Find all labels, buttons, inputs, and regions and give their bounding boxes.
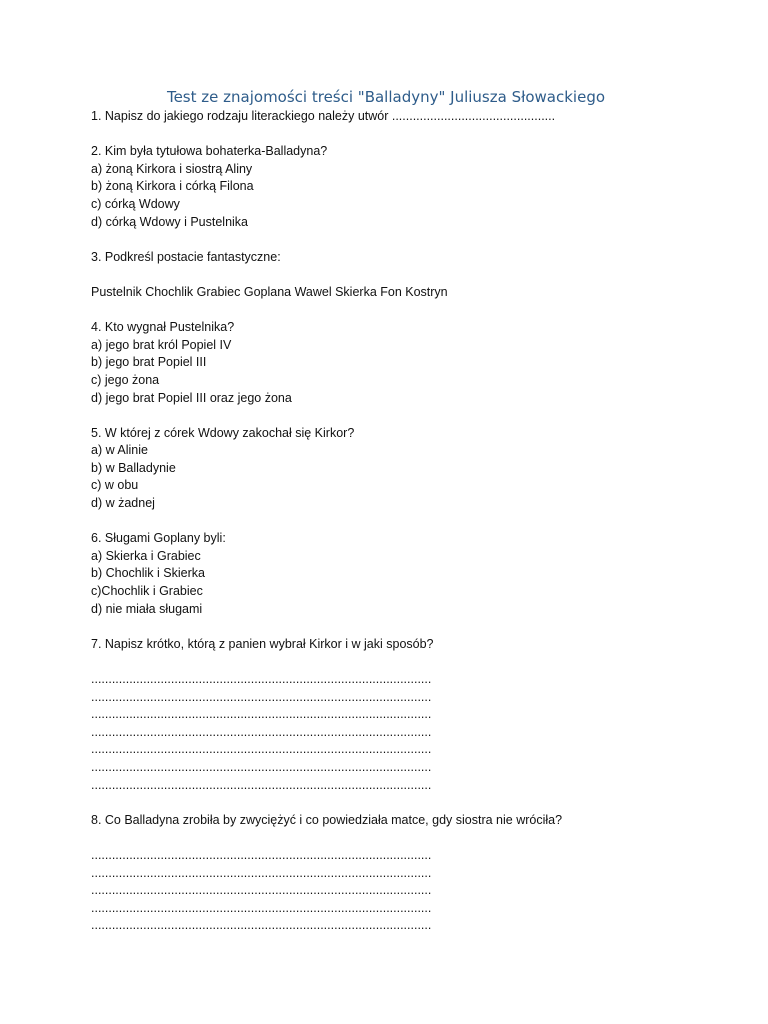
q5-option-a: a) w Alinie	[91, 443, 148, 458]
q7-answer-line: ..................................................................................................	[91, 672, 432, 686]
q7-answer-line: ..................................................................................................	[91, 689, 432, 704]
q2-option-a: a) żoną Kirkora i siostrą Aliny	[91, 161, 253, 176]
q8-answer-line: ..................................................................................................	[91, 847, 432, 862]
blank-line	[91, 829, 691, 847]
question-2: 2. Kim była tytułowa bohaterka-Balladyna?	[91, 144, 328, 159]
q6-option-b: b) Chochlik i Skierka	[91, 566, 205, 581]
question-1: 1. Napisz do jakiego rodzaju literackiego należy utwór ...............................................	[91, 109, 556, 123]
q2-option-d: d) córką Wdowy i Pustelnika	[91, 214, 249, 229]
q8-answer-line: ..................................................................................................	[91, 900, 432, 915]
q5-option-b: b) w Balladynie	[91, 460, 176, 475]
q7-answer-line: ..................................................................................................	[91, 724, 432, 739]
q3-characters: Pustelnik Chochlik Grabiec Goplana Wawel Skierka Fon Kostryn	[91, 284, 448, 299]
question-3: 3. Podkreśl postacie fantastyczne:	[91, 249, 281, 264]
q8-answer-line: ..................................................................................................	[91, 918, 432, 933]
blank-line	[91, 407, 691, 425]
blank-line	[91, 231, 691, 249]
document-title: Test ze znajomości treści "Balladyny" Juliusza Słowackiego	[166, 88, 606, 106]
blank-line	[91, 653, 691, 671]
q7-answer-line: ..................................................................................................	[91, 759, 432, 774]
q8-answer-line: ..................................................................................................	[91, 883, 432, 898]
q4-option-c: c) jego żona	[91, 372, 160, 387]
q7-answer-line: ..................................................................................................	[91, 707, 432, 722]
q7-answer-line: ..................................................................................................	[91, 742, 432, 757]
question-5: 5. W której z córek Wdowy zakochał się Kirkor?	[91, 425, 355, 440]
blank-line	[91, 126, 691, 144]
blank-line	[91, 618, 691, 636]
q2-option-c: c) córką Wdowy	[91, 196, 180, 211]
q6-option-c: c)Chochlik i Grabiec	[91, 584, 203, 599]
question-6: 6. Sługami Goplany byli:	[91, 531, 226, 546]
q5-option-c: c) w obu	[91, 478, 139, 493]
question-4: 4. Kto wygnał Pustelnika?	[91, 320, 235, 335]
q5-option-d: d) w żadnej	[91, 496, 155, 511]
question-7: 7. Napisz krótko, którą z panien wybrał Kirkor i w jaki sposób?	[91, 636, 434, 651]
blank-line	[91, 302, 691, 320]
blank-line	[91, 794, 691, 812]
q7-answer-line: ..................................................................................................	[91, 777, 432, 792]
question-8: 8. Co Balladyna zrobiła by zwyciężyć i co powiedziała matce, gdy siostra nie wróciła?	[91, 812, 563, 827]
blank-line	[91, 513, 691, 531]
q2-option-b: b) żoną Kirkora i córką Filona	[91, 179, 254, 194]
q8-answer-line: ..................................................................................................	[91, 865, 432, 880]
blank-line	[91, 266, 691, 284]
document-page	[91, 86, 691, 935]
q6-option-a: a) Skierka i Grabiec	[91, 548, 201, 563]
q4-option-d: d) jego brat Popiel III oraz jego żona	[91, 390, 292, 405]
q4-option-b: b) jego brat Popiel III	[91, 355, 207, 370]
q4-option-a: a) jego brat król Popiel IV	[91, 337, 232, 352]
q6-option-d: d) nie miała sługami	[91, 601, 203, 616]
